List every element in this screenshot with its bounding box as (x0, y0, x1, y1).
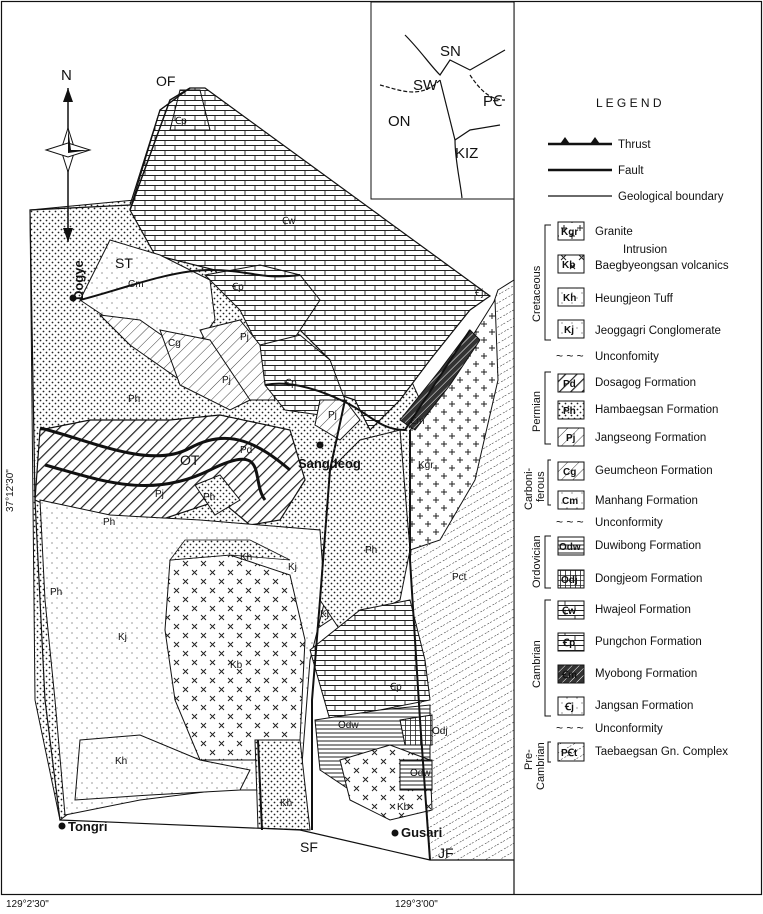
unit-label: Odw (410, 768, 431, 779)
unit-label: Ꞓp (390, 682, 402, 693)
legend-item-label: Myobong Formation (595, 668, 698, 680)
legend (523, 96, 729, 790)
unit-label: Ph (365, 545, 378, 556)
unit-label: Ph (50, 587, 63, 598)
period-cretaceous: Cretaceous (531, 265, 543, 322)
longitude-left: 129°2'30" (6, 899, 49, 910)
legend-item-label: Granite (595, 226, 633, 238)
unit-label: Ph (128, 394, 141, 405)
legend-code: Ph (563, 406, 576, 417)
unit-label: Ꞓm (410, 416, 425, 427)
legend-code: Kj (564, 325, 574, 336)
unit-label: Kh (240, 552, 253, 563)
label-of: OF (156, 73, 176, 89)
label-ot: OT (180, 452, 200, 468)
legend-item-label: Duwibong Formation (595, 540, 702, 552)
svg-text:Sangdeog: Sangdeog (298, 456, 361, 471)
unit-label: Odj (432, 726, 448, 737)
inset-pc: PꞒ (483, 93, 503, 110)
period-ordovician: Ordovician (531, 535, 543, 588)
unconformity-symbol: ~ ~ ~ (556, 349, 584, 363)
label-sf: SF (300, 839, 318, 855)
legend-item-label: Hwajeol Formation (595, 604, 691, 616)
unit-label: Kh (280, 798, 293, 809)
unit-label: Pd (240, 445, 253, 456)
legend-code: Pj (566, 433, 576, 444)
legend-intrusion: Intrusion (623, 244, 668, 256)
period-cambrian: Cambrian (531, 640, 543, 688)
unconformity-symbol: ~ ~ ~ (556, 515, 584, 529)
legend-item-label: Jangseong Formation (595, 432, 707, 444)
unit-label: Pj (240, 332, 249, 343)
unit-label: Pj (222, 375, 231, 386)
inset-map (371, 2, 514, 199)
unit-label: Pj (328, 410, 337, 421)
period-precambrian: Pre- (523, 749, 535, 770)
svg-text:Tongri: Tongri (68, 819, 108, 834)
legend-code: Odw (559, 542, 581, 553)
legend-item-label: Hambaegsan Formation (595, 404, 719, 416)
inset-kiz: KIZ (455, 145, 479, 162)
north-label: N (61, 67, 72, 84)
unit-label: Cg (168, 338, 181, 349)
legend-code: Cg (563, 467, 577, 478)
unit-label: Pct (452, 572, 467, 583)
legend-item-label: Heungjeon Tuff (595, 293, 673, 305)
legend-item-label: Baegbyeongsan volcanics (595, 260, 729, 272)
legend-unconformity: Unconfomity (595, 351, 659, 363)
unit-label: Kb (397, 802, 410, 813)
label-jf: JF (438, 845, 454, 861)
legend-line-label: Thrust (618, 139, 651, 151)
legend-item-label: Jeoggagri Conglomerate (595, 325, 721, 337)
inset-sw: SW (413, 77, 438, 94)
unit-label: Ꞓj (475, 288, 484, 299)
unconformity-symbol: ~ ~ ~ (556, 721, 584, 735)
legend-item-label: Taebaegsan Gn. Complex (595, 746, 728, 758)
unit-label: Kb (230, 660, 243, 671)
label-st: ST (115, 255, 133, 271)
unit-label: Cm (128, 279, 144, 290)
unit-label: Kj (320, 609, 329, 620)
legend-item-label: Geumcheon Formation (595, 465, 713, 477)
legend-item-label: Jangsan Formation (595, 700, 694, 712)
unit-label: Ph (203, 492, 216, 503)
legend-code: Ꞓm (562, 670, 578, 681)
legend-unconformity: Unconformity (595, 723, 663, 735)
inset-on: ON (388, 113, 411, 130)
unit-label: Odw (338, 720, 359, 731)
unit-label: Kj (288, 562, 297, 573)
period-carboniferous: Carboni- (523, 467, 535, 510)
legend-code: Ꞓw (562, 606, 576, 617)
period-carboniferous-2: ferous (535, 471, 547, 502)
latitude-label: 37°12'30" (5, 469, 16, 512)
legend-unconformity: Unconformity (595, 517, 663, 529)
legend-code: Kh (563, 293, 577, 304)
legend-item-label: Dongjeom Formation (595, 573, 703, 585)
legend-code: Pd (563, 379, 576, 390)
svg-text:Dogye: Dogye (71, 260, 86, 300)
longitude-right: 129°3'00" (395, 899, 438, 910)
legend-code: Kgr (561, 227, 579, 238)
legend-code: Ꞓp (563, 638, 576, 649)
unit-label: Kj (118, 632, 127, 643)
legend-item-label: Manhang Formation (595, 495, 698, 507)
legend-code: Cm (562, 496, 579, 507)
place-dogye (70, 260, 87, 301)
legend-title: L E G E N D (596, 96, 662, 110)
svg-text:Gusari: Gusari (401, 825, 443, 840)
legend-item-label: Dosagog Formation (595, 377, 696, 389)
unit-odj (400, 715, 432, 745)
unit-label: Ph (103, 517, 116, 528)
unit-label: Ꞓp (285, 378, 297, 389)
legend-code: Ꞓj (565, 702, 574, 713)
legend-code: PꞒt (561, 748, 578, 759)
period-precambrian-2: Cambrian (535, 742, 547, 790)
legend-code: Kb (562, 260, 576, 271)
legend-line-label: Geological boundary (618, 191, 724, 203)
unit-label: Kgr (418, 460, 434, 471)
unit-kh-3 (255, 740, 310, 830)
place-tongri (59, 819, 108, 834)
legend-code: Odj (561, 575, 578, 586)
legend-line-label: Fault (618, 165, 644, 177)
inset-sn: SN (440, 43, 461, 60)
legend-item-label: Pungchon Formation (595, 636, 702, 648)
unit-label: Ꞓp (175, 116, 187, 127)
unit-label: Ꞓw (282, 216, 296, 227)
unit-label: Pj (155, 489, 164, 500)
place-gusari (392, 825, 443, 840)
unit-label: Ꞓp (232, 282, 244, 293)
unit-label: Kh (115, 756, 128, 767)
period-permian: Permian (531, 391, 543, 432)
